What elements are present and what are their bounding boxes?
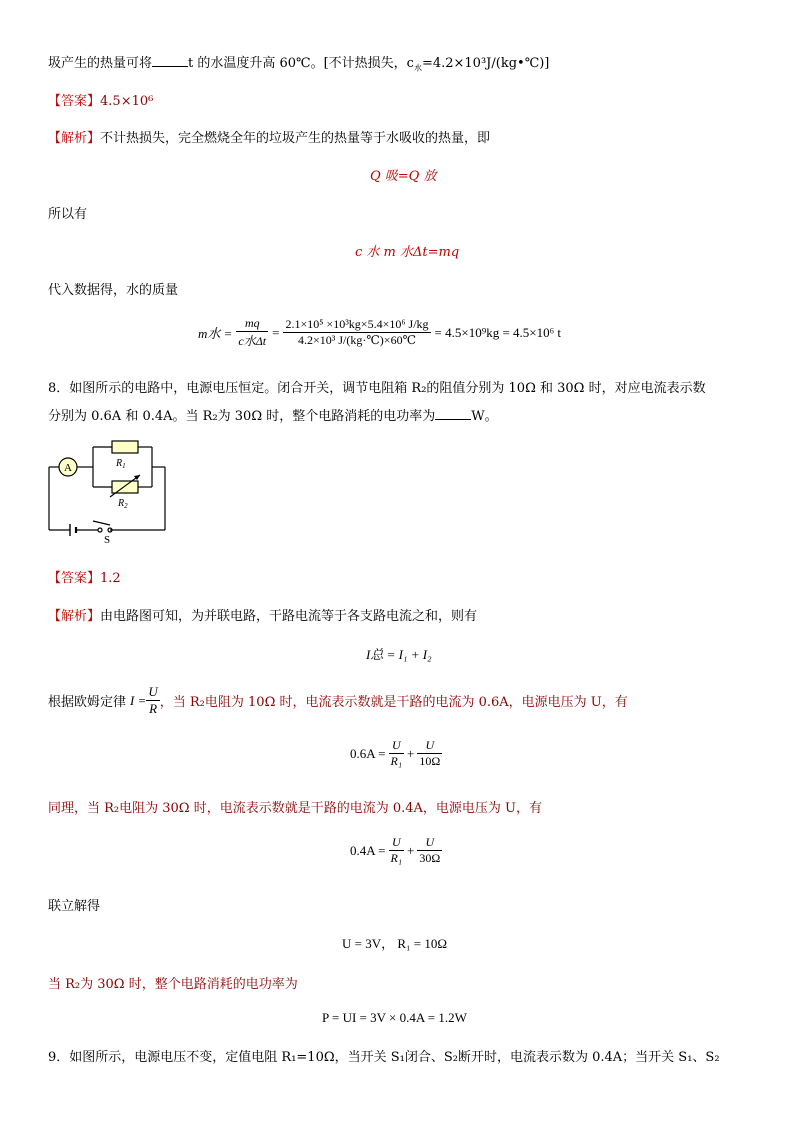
plus-sign: + [407, 842, 415, 858]
plus-sign: + [407, 745, 415, 761]
eq-b-n1: U [389, 835, 405, 851]
q8-eq-solve: U = 3V， R₁ = 10Ω [342, 936, 448, 951]
q8-eq-b [350, 835, 442, 866]
r1-label: $R_1$ [116, 458, 126, 470]
answer-value: 1.2 [100, 571, 121, 586]
q7-so-text: 所以有 [48, 207, 88, 222]
q8-eq-a [350, 738, 442, 769]
ohm-num: U [148, 684, 158, 699]
q7-eq2: c 水 m 水Δt=mq [355, 245, 460, 260]
q7-eq3 [198, 316, 561, 349]
q7-answer [48, 90, 153, 109]
eq3-frac2-den: 4.2×10³ J/(kg·℃)×60℃ [298, 333, 416, 347]
q7-line-pre: 圾产生的热量可将 [48, 56, 153, 71]
eq-b-frac2 [417, 835, 442, 866]
q8-line1: 8．如图所示的电路中，电源电压恒定。闭合开关，调节电阻箱 R₂的阻值分别为 10Ω 和 30Ω 时，对应电流表示数 [48, 381, 706, 396]
analysis-text: 由电路图可知，为并联电路，干路电流等于各支路电流之和，则有 [100, 609, 478, 624]
eq3-frac1 [236, 316, 268, 349]
eq-a-lhs: 0.6A = [350, 745, 386, 761]
eq-b-n2: U [417, 835, 442, 851]
circuit-diagram [40, 435, 175, 545]
eq-a-n1: U [389, 738, 405, 754]
answer-blank [152, 54, 188, 67]
analysis-label: 【解析】 [48, 609, 101, 624]
q8-answer [48, 567, 121, 586]
ohm-post: ，当 R₂电阻为 10Ω 时，电流表示数就是干路的电流为 0.6A，电源电压为 U，有 [159, 695, 628, 710]
q8-eq-power: P = UI = 3V × 0.4A = 1.2W [322, 1010, 467, 1025]
eq-b-d1: R₁ [390, 851, 403, 865]
switch-label: S [104, 534, 111, 545]
q8-ohm-line [48, 684, 628, 717]
ohm-den: R [149, 701, 158, 716]
equals-sign: = [272, 324, 280, 340]
ammeter-label: A [64, 462, 72, 474]
eq-b-d2: 30Ω [419, 851, 441, 865]
answer-value: 4.5×10⁶ [100, 94, 154, 109]
q7-line-mid: t 的水温度升高 60℃。[不计热损失，c [188, 56, 414, 71]
q8-line2-post: W。 [471, 409, 498, 424]
q8-line2 [48, 405, 498, 424]
q8-line2-pre: 分别为 0.6A 和 0.4A。当 R₂为 30Ω 时，整个电路消耗的电功率为 [48, 409, 436, 424]
q7-line-sub: 水 [413, 63, 422, 73]
ohm-frac [146, 684, 159, 717]
eq-a-d1: R₁ [390, 754, 403, 768]
eq-a-d2: 10Ω [419, 754, 441, 768]
eq3-rhs: = 4.5×10⁹kg = 4.5×10⁶ t [434, 324, 562, 340]
eq3-frac2 [283, 317, 430, 348]
eq-b-lhs: 0.4A = [350, 842, 386, 858]
eq3-frac2-num: 2.1×10⁵ ×10³kg×5.4×10⁶ J/kg [285, 317, 429, 331]
r2-label: $R_2$ [118, 498, 128, 510]
q7-eq1: Q 吸=Q 放 [370, 169, 437, 184]
eq3-frac1-den: c水Δt [238, 334, 267, 348]
resistor-r2 [112, 481, 138, 493]
q8-same-text: 同理，当 R₂电阻为 30Ω 时，电流表示数就是干路的电流为 0.4A，电源电压为 U，有 [48, 801, 543, 816]
analysis-text: 不计热损失，完全燃烧全年的垃圾产生的热量等于水吸收的热量，即 [100, 131, 491, 146]
eq-a-frac2 [417, 738, 442, 769]
eq-a-frac1 [389, 738, 405, 769]
q7-line [48, 52, 549, 74]
q7-analysis [48, 127, 490, 146]
switch-lever [93, 521, 110, 525]
q8-power-text: 当 R₂为 30Ω 时，整个电路消耗的电功率为 [48, 977, 298, 992]
q8-analysis [48, 605, 477, 624]
ohm-pre: 根据欧姆定律 [48, 695, 127, 710]
q7-sub-text: 代入数据得，水的质量 [48, 283, 179, 298]
q9-line1: 9．如图所示，电源电压不变，定值电阻 R₁=10Ω，当开关 S₁闭合、S₂断开时，电流表示数为 0.4A；当开关 S₁、S₂ [48, 1050, 720, 1065]
q8-solve-text: 联立解得 [48, 899, 101, 914]
analysis-label: 【解析】 [48, 131, 101, 146]
q8-eq-total: I总 = I₁ + I₂ [366, 647, 432, 662]
eq3-frac1-num: mq [236, 316, 268, 332]
q7-line-end: =4.2×10³J/(kg•℃)] [421, 56, 550, 71]
answer-label: 【答案】 [48, 571, 101, 586]
answer-blank [435, 407, 471, 420]
ohm-lhs: I = [130, 692, 147, 708]
eq-a-n2: U [417, 738, 442, 754]
answer-label: 【答案】 [48, 94, 101, 109]
eq3-lhs: m水 = [198, 326, 233, 341]
resistor-r1 [112, 441, 138, 453]
eq-b-frac1 [389, 835, 405, 866]
